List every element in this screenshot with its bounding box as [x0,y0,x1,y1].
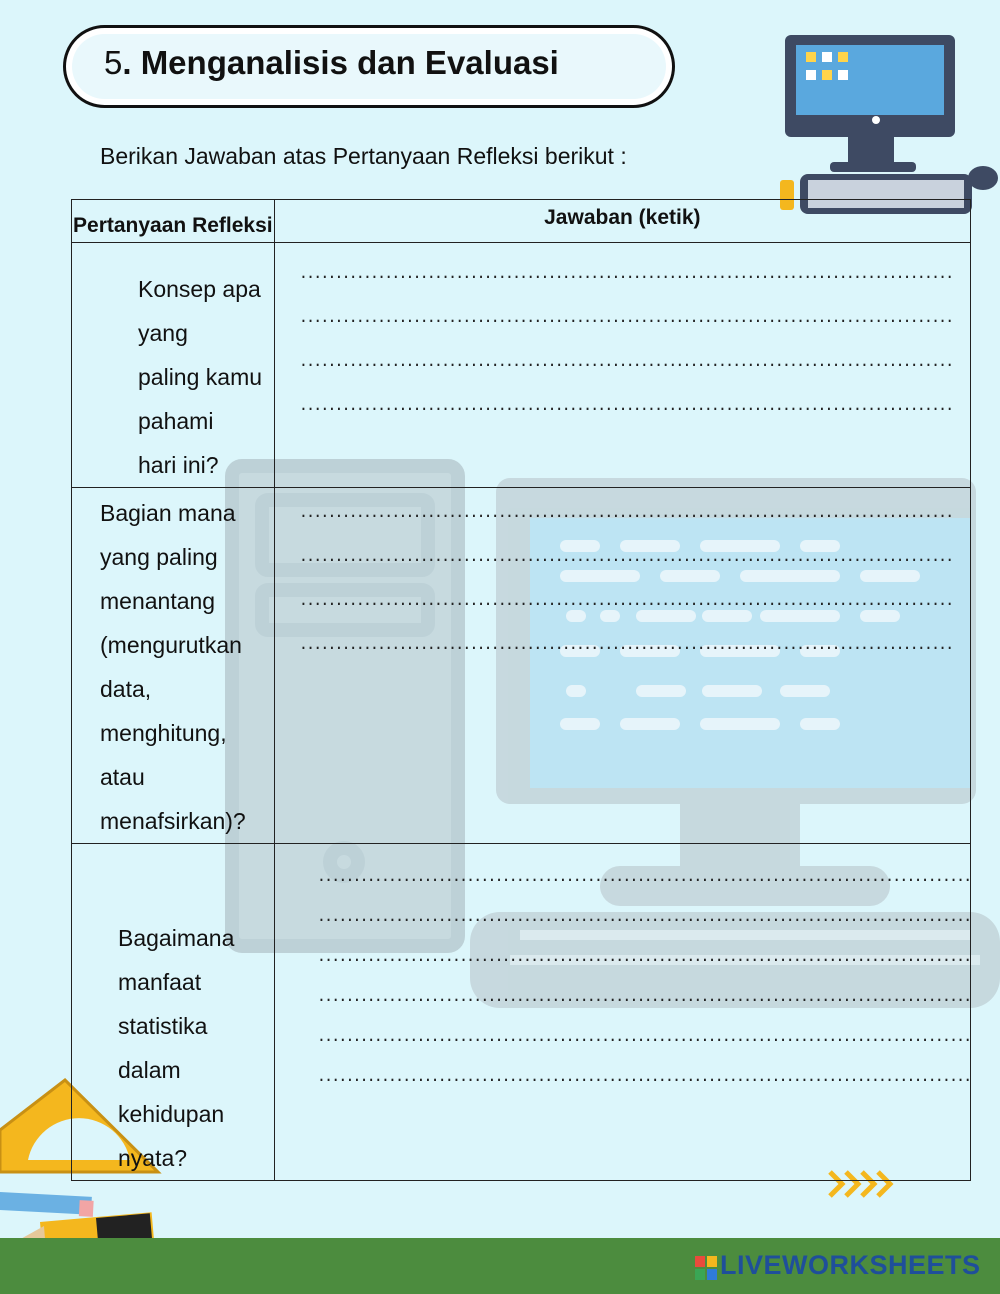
table-row [72,488,971,844]
answer-line[interactable]: ............................................................................................ [316,908,970,926]
answer-line[interactable]: ............................................................................................ [298,265,952,283]
answer-line[interactable]: ............................................................................................ [316,948,970,966]
question-cell [72,243,275,488]
table-header-row [72,200,971,243]
answer-cell[interactable] [274,488,970,844]
answer-line[interactable]: ............................................................................................ [316,1068,970,1086]
instruction-text: Berikan Jawaban atas Pertanyaan Refleksi berikut : [100,143,627,169]
question-cell [72,488,275,844]
liveworksheets-logo-icon [695,1256,717,1280]
table-row [72,243,971,488]
section-number: 5 [104,44,123,81]
header-question: Pertanyaan Refleksi [72,200,275,243]
answer-line[interactable]: ............................................................................................ [316,1028,970,1046]
table-row [72,844,971,1181]
answer-line[interactable]: ............................................................................................ [298,353,952,371]
header-answer: Jawaban (ketik) [274,200,970,243]
answer-line[interactable]: ............................................................................................ [298,309,952,327]
question-text: Bagaimana manfaat statistika dalam kehidupan nyata? [118,925,235,1171]
section-title-text: . Menganalisis dan Evaluasi [122,44,559,81]
answer-line[interactable]: ............................................................................................ [316,988,970,1006]
section-title [104,44,559,82]
answer-line[interactable]: ............................................................................................ [298,504,952,522]
reflection-table [71,199,971,1181]
liveworksheets-logo[interactable]: LIVEWORKSHEETS [720,1250,981,1280]
question-text: Konsep apa yang paling kamu pahami hari ini? [138,276,263,478]
question-text: Bagian mana yang paling menantang (mengurutkan data, menghitung, atau menafsirkan)? [100,500,246,834]
answer-cell[interactable] [274,844,970,1181]
question-cell [72,844,275,1181]
answer-line[interactable]: ............................................................................................ [298,592,952,610]
answer-line[interactable]: ............................................................................................ [298,397,952,415]
answer-line[interactable]: ............................................................................................ [298,636,952,654]
answer-cell[interactable] [274,243,970,488]
computer-illustration [780,35,998,214]
answer-line[interactable]: ............................................................................................ [316,868,970,886]
answer-line[interactable]: ............................................................................................ [298,548,952,566]
